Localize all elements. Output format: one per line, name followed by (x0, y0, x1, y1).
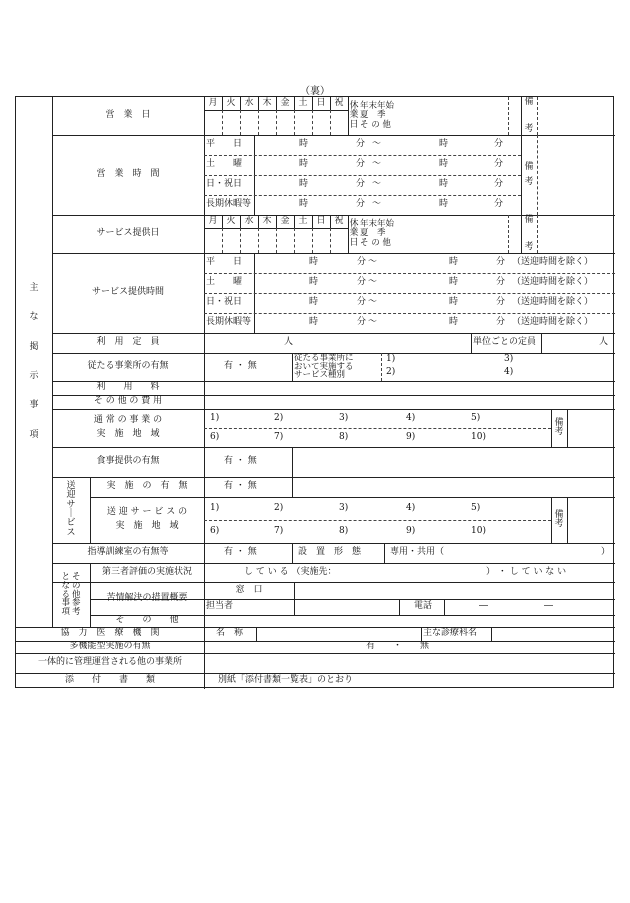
multi-function-value[interactable]: 有 ・ 無 (366, 641, 430, 652)
rule-line (567, 409, 568, 447)
service-row-3-hour2: 時 (449, 317, 459, 328)
service-holiday-label: 休 業 日 (349, 218, 359, 248)
sub-office-label: 従たる事業所の有無 (87, 361, 169, 372)
rule-line (240, 215, 241, 228)
sub-service-3: 3) (504, 354, 514, 365)
phone-dash-1: ― (479, 601, 488, 612)
dashed-line (537, 135, 538, 215)
rule-line (491, 627, 492, 641)
transport-area-label: 送 迎 サ ー ビ ス の 実 施 地 域 (106, 507, 188, 531)
transport-area-8: 8) (339, 525, 349, 536)
multi-function-label: 多機能型実施の有無 (69, 641, 151, 652)
hours-row-3-minute: 分 (356, 199, 366, 210)
dashed-line (312, 228, 313, 253)
service-days-label: サービス提供日 (96, 228, 160, 239)
service-day-5: 土 (298, 215, 308, 226)
hours-row-3-hour2: 時 (439, 199, 449, 210)
hours-row-1-hour2: 時 (439, 159, 449, 170)
third-party-eval-tail[interactable]: ） ・ し て い な い (486, 566, 567, 577)
service-area-7: 7) (274, 431, 284, 442)
department-label: 主な診療科名 (423, 628, 478, 639)
training-room-label: 指導訓練室の有無等 (87, 547, 169, 558)
transport-area-4: 4) (406, 502, 416, 513)
hours-remarks-label: 備 考 (524, 161, 534, 187)
service-row-3-label: 長期休暇等 (206, 317, 252, 328)
dashed-line (537, 215, 538, 253)
rule-line (444, 599, 445, 615)
rule-line (471, 333, 472, 353)
rule-line (541, 333, 542, 353)
hours-row-0-minute: 分 (356, 139, 366, 150)
transport-area-5: 5) (471, 502, 481, 513)
other-label: そ の 他 (115, 615, 179, 626)
service-row-0-hour: 時 (309, 257, 319, 268)
transport-exists-value[interactable]: 有 ・ 無 (224, 481, 257, 492)
rule-line (240, 97, 241, 110)
service-row-3-minute2: 分 (496, 317, 506, 328)
meal-label: 食事提供の有無 (96, 456, 160, 467)
service-row-2-hour2: 時 (449, 297, 459, 308)
service-day-6: 日 (316, 215, 326, 226)
service-row-1-label: 土 曜 (206, 277, 243, 288)
service-row-0-minute2: 分 (496, 257, 506, 268)
service-hours-label: サービス提供時間 (91, 287, 164, 298)
rule-line (222, 97, 223, 110)
meal-value[interactable]: 有 ・ 無 (224, 456, 257, 467)
dashed-line (537, 97, 538, 135)
service-row-0-note: （送迎時間を除く） (512, 257, 594, 268)
dashed-line (294, 110, 295, 135)
sub-service-1: 1) (386, 354, 396, 365)
business-day-6: 日 (316, 97, 326, 108)
rule-line (204, 627, 205, 689)
service-row-0-tilde: ～ (368, 257, 378, 268)
hours-row-0-hour2: 時 (439, 139, 449, 150)
service-row-1-minute2: 分 (496, 277, 506, 288)
service-row-1-hour2: 時 (449, 277, 459, 288)
business-day-7: 祝 (334, 97, 344, 108)
hours-row-0-hour: 時 (299, 139, 309, 150)
service-area-5: 5) (471, 412, 481, 423)
fee-label: 利 用 料 (96, 382, 160, 393)
phone-label: 電話 (414, 601, 433, 612)
capacity-label: 利 用 定 員 (96, 337, 160, 348)
attachment-label: 添 付 書 類 (64, 675, 155, 686)
rule-line (292, 447, 293, 477)
install-type-label: 設 置 形 態 (298, 547, 362, 558)
rule-line (256, 627, 257, 641)
dashed-line (508, 97, 509, 135)
dashed-line (294, 228, 295, 253)
form-table (15, 96, 614, 688)
business-day-0: 月 (208, 97, 218, 108)
complaint-window-label: 窓 口 (235, 584, 263, 595)
page-title: （裏） (300, 86, 330, 97)
dashed-line (240, 228, 241, 253)
service-remarks-label: 備 考 (524, 215, 534, 252)
hours-row-2-hour: 時 (299, 179, 309, 190)
partner-hospital-label: 協 力 医 療 機 関 (60, 628, 160, 639)
service-day-1: 火 (226, 215, 236, 226)
rule-line (258, 215, 259, 228)
dashed-line (222, 228, 223, 253)
business-days-label: 営 業 日 (105, 110, 151, 121)
service-row-0-hour2: 時 (449, 257, 459, 268)
third-party-eval-value[interactable]: し て い る （実施先： (244, 566, 337, 577)
service-row-1-tilde: ～ (368, 277, 378, 288)
dashed-line (276, 110, 277, 135)
service-row-3-tilde: ～ (368, 317, 378, 328)
sub-service-4: 4) (504, 367, 514, 378)
service-area-9: 9) (406, 431, 416, 442)
related-office-label: 一体的に管理運営される他の事業所 (37, 657, 182, 668)
hours-row-3-hour: 時 (299, 199, 309, 210)
sub-office-value[interactable]: 有 ・ 無 (224, 361, 257, 372)
other-cost-label: そ の 他 の 費 用 (93, 396, 163, 407)
service-row-1-hour: 時 (309, 277, 319, 288)
rule-line (204, 97, 205, 627)
service-day-0: 月 (208, 215, 218, 226)
hours-row-2-tilde: ～ (372, 179, 382, 190)
service-row-2-hour: 時 (309, 297, 319, 308)
complaint-person-label: 担当者 (206, 601, 234, 612)
business-hours-label: 営 業 時 間 (96, 169, 160, 180)
business-day-5: 土 (298, 97, 308, 108)
dashed-line (381, 353, 382, 381)
hours-row-2-label: 日・祝日 (206, 179, 243, 190)
business-holiday-label: 休 業 日 (349, 100, 359, 130)
dashed-line (312, 110, 313, 135)
rule-line (294, 97, 295, 110)
transport-area-9: 9) (406, 525, 416, 536)
hours-row-3-minute2: 分 (494, 199, 504, 210)
main-items-label: 主 な 掲 示 事 項 (29, 282, 39, 440)
service-area-label: 通 常 の 事 業 の 実 施 地 域 (93, 415, 163, 439)
transport-remarks-label: 備 考 (554, 509, 564, 529)
rule-line (330, 215, 331, 228)
rule-line (276, 97, 277, 110)
unit-capacity-unit: 人 (599, 337, 609, 348)
transport-area-6: 6) (210, 525, 220, 536)
rule-line (292, 353, 293, 381)
transport-area-1: 1) (210, 502, 220, 513)
rule-line (294, 582, 295, 615)
service-day-7: 祝 (334, 215, 344, 226)
hours-row-3-label: 長期休暇等 (206, 199, 252, 210)
service-area-1: 1) (210, 412, 220, 423)
complaint-label: 苦情解決の措置概要 (106, 592, 188, 603)
install-type-value[interactable]: 専用・共用（ (390, 547, 445, 558)
service-row-0-minute: 分 (357, 257, 367, 268)
rule-line (292, 543, 293, 563)
phone-dash-2: ― (544, 601, 553, 612)
service-row-3-hour: 時 (309, 317, 319, 328)
sub-service-2: 2) (386, 367, 396, 378)
rule-line (294, 215, 295, 228)
attachment-value: 別紙「添付書類一覧表」のとおり (218, 675, 354, 686)
service-row-3-minute: 分 (357, 317, 367, 328)
rule-line (399, 599, 400, 615)
hours-row-1-label: 土 曜 (206, 159, 243, 170)
hours-row-2-hour2: 時 (439, 179, 449, 190)
install-type-close: ） (601, 547, 611, 558)
rule-line (258, 97, 259, 110)
transport-service-label: 送 迎 サ ｜ ビ ス (66, 480, 76, 538)
dashed-line (204, 428, 551, 429)
dashed-line (222, 110, 223, 135)
service-row-2-tilde: ～ (368, 297, 378, 308)
service-remarks-label: 備 考 (554, 417, 564, 437)
service-day-4: 金 (280, 215, 290, 226)
rule-line (330, 97, 331, 110)
hospital-name-label: 名 称 (216, 628, 244, 639)
sub-office-service-label: 従たる事業所に おいて実施する サービス種別 (294, 353, 354, 381)
rule-line (222, 215, 223, 228)
hours-row-1-tilde: ～ (372, 159, 382, 170)
business-day-1: 火 (226, 97, 236, 108)
service-row-2-note: （送迎時間を除く） (512, 297, 594, 308)
capacity-unit: 人 (284, 337, 294, 348)
service-row-2-minute2: 分 (496, 297, 506, 308)
service-day-2: 水 (244, 215, 254, 226)
rule-line (567, 497, 568, 543)
service-row-3-note: （送迎時間を除く） (512, 317, 594, 328)
business-remarks-label: 備 考 (524, 97, 534, 134)
transport-area-3: 3) (339, 502, 349, 513)
service-holiday-items: 年末年始 夏 季 そ の 他 (360, 218, 395, 248)
dashed-line (330, 228, 331, 253)
service-day-3: 木 (262, 215, 272, 226)
dashed-line (330, 110, 331, 135)
transport-area-2: 2) (274, 502, 284, 513)
rule-line (292, 477, 293, 497)
hours-row-1-hour: 時 (299, 159, 309, 170)
service-area-10: 10) (471, 431, 486, 442)
unit-capacity-label: 単位ごとの定員 (473, 337, 537, 348)
transport-area-10: 10) (471, 525, 486, 536)
service-area-6: 6) (210, 431, 220, 442)
hours-row-3-tilde: ～ (372, 199, 382, 210)
transport-area-7: 7) (274, 525, 284, 536)
rule-line (384, 543, 385, 563)
service-row-1-minute: 分 (357, 277, 367, 288)
business-day-3: 木 (262, 97, 272, 108)
service-row-2-label: 日・祝日 (206, 297, 243, 308)
hours-row-1-minute2: 分 (494, 159, 504, 170)
business-day-2: 水 (244, 97, 254, 108)
dashed-line (258, 110, 259, 135)
dashed-line (276, 228, 277, 253)
service-area-8: 8) (339, 431, 349, 442)
other-reference-label: と な る 事 項 そ の 他 参 考 (61, 571, 81, 618)
service-area-3: 3) (339, 412, 349, 423)
hours-row-0-minute2: 分 (494, 139, 504, 150)
hours-row-2-minute: 分 (356, 179, 366, 190)
business-day-4: 金 (280, 97, 290, 108)
hours-row-0-tilde: ～ (372, 139, 382, 150)
business-holiday-items: 年末年始 夏 季 そ の 他 (360, 100, 395, 130)
rule-line (312, 97, 313, 110)
rule-line (276, 215, 277, 228)
dashed-line (204, 520, 551, 521)
dashed-line (240, 110, 241, 135)
service-row-2-minute: 分 (357, 297, 367, 308)
dashed-line (508, 215, 509, 253)
service-row-0-label: 平 日 (206, 257, 243, 268)
rule-line (312, 215, 313, 228)
hours-row-2-minute2: 分 (494, 179, 504, 190)
hours-row-1-minute: 分 (356, 159, 366, 170)
hours-row-0-label: 平 日 (206, 139, 243, 150)
dashed-line (258, 228, 259, 253)
training-room-value[interactable]: 有 ・ 無 (224, 547, 257, 558)
transport-exists-label: 実 施 の 有 無 (106, 481, 188, 492)
third-party-eval-label: 第三者評価の実施状況 (101, 566, 192, 577)
service-row-1-note: （送迎時間を除く） (512, 277, 594, 288)
rule-line (421, 627, 422, 641)
service-area-2: 2) (274, 412, 284, 423)
service-area-4: 4) (406, 412, 416, 423)
